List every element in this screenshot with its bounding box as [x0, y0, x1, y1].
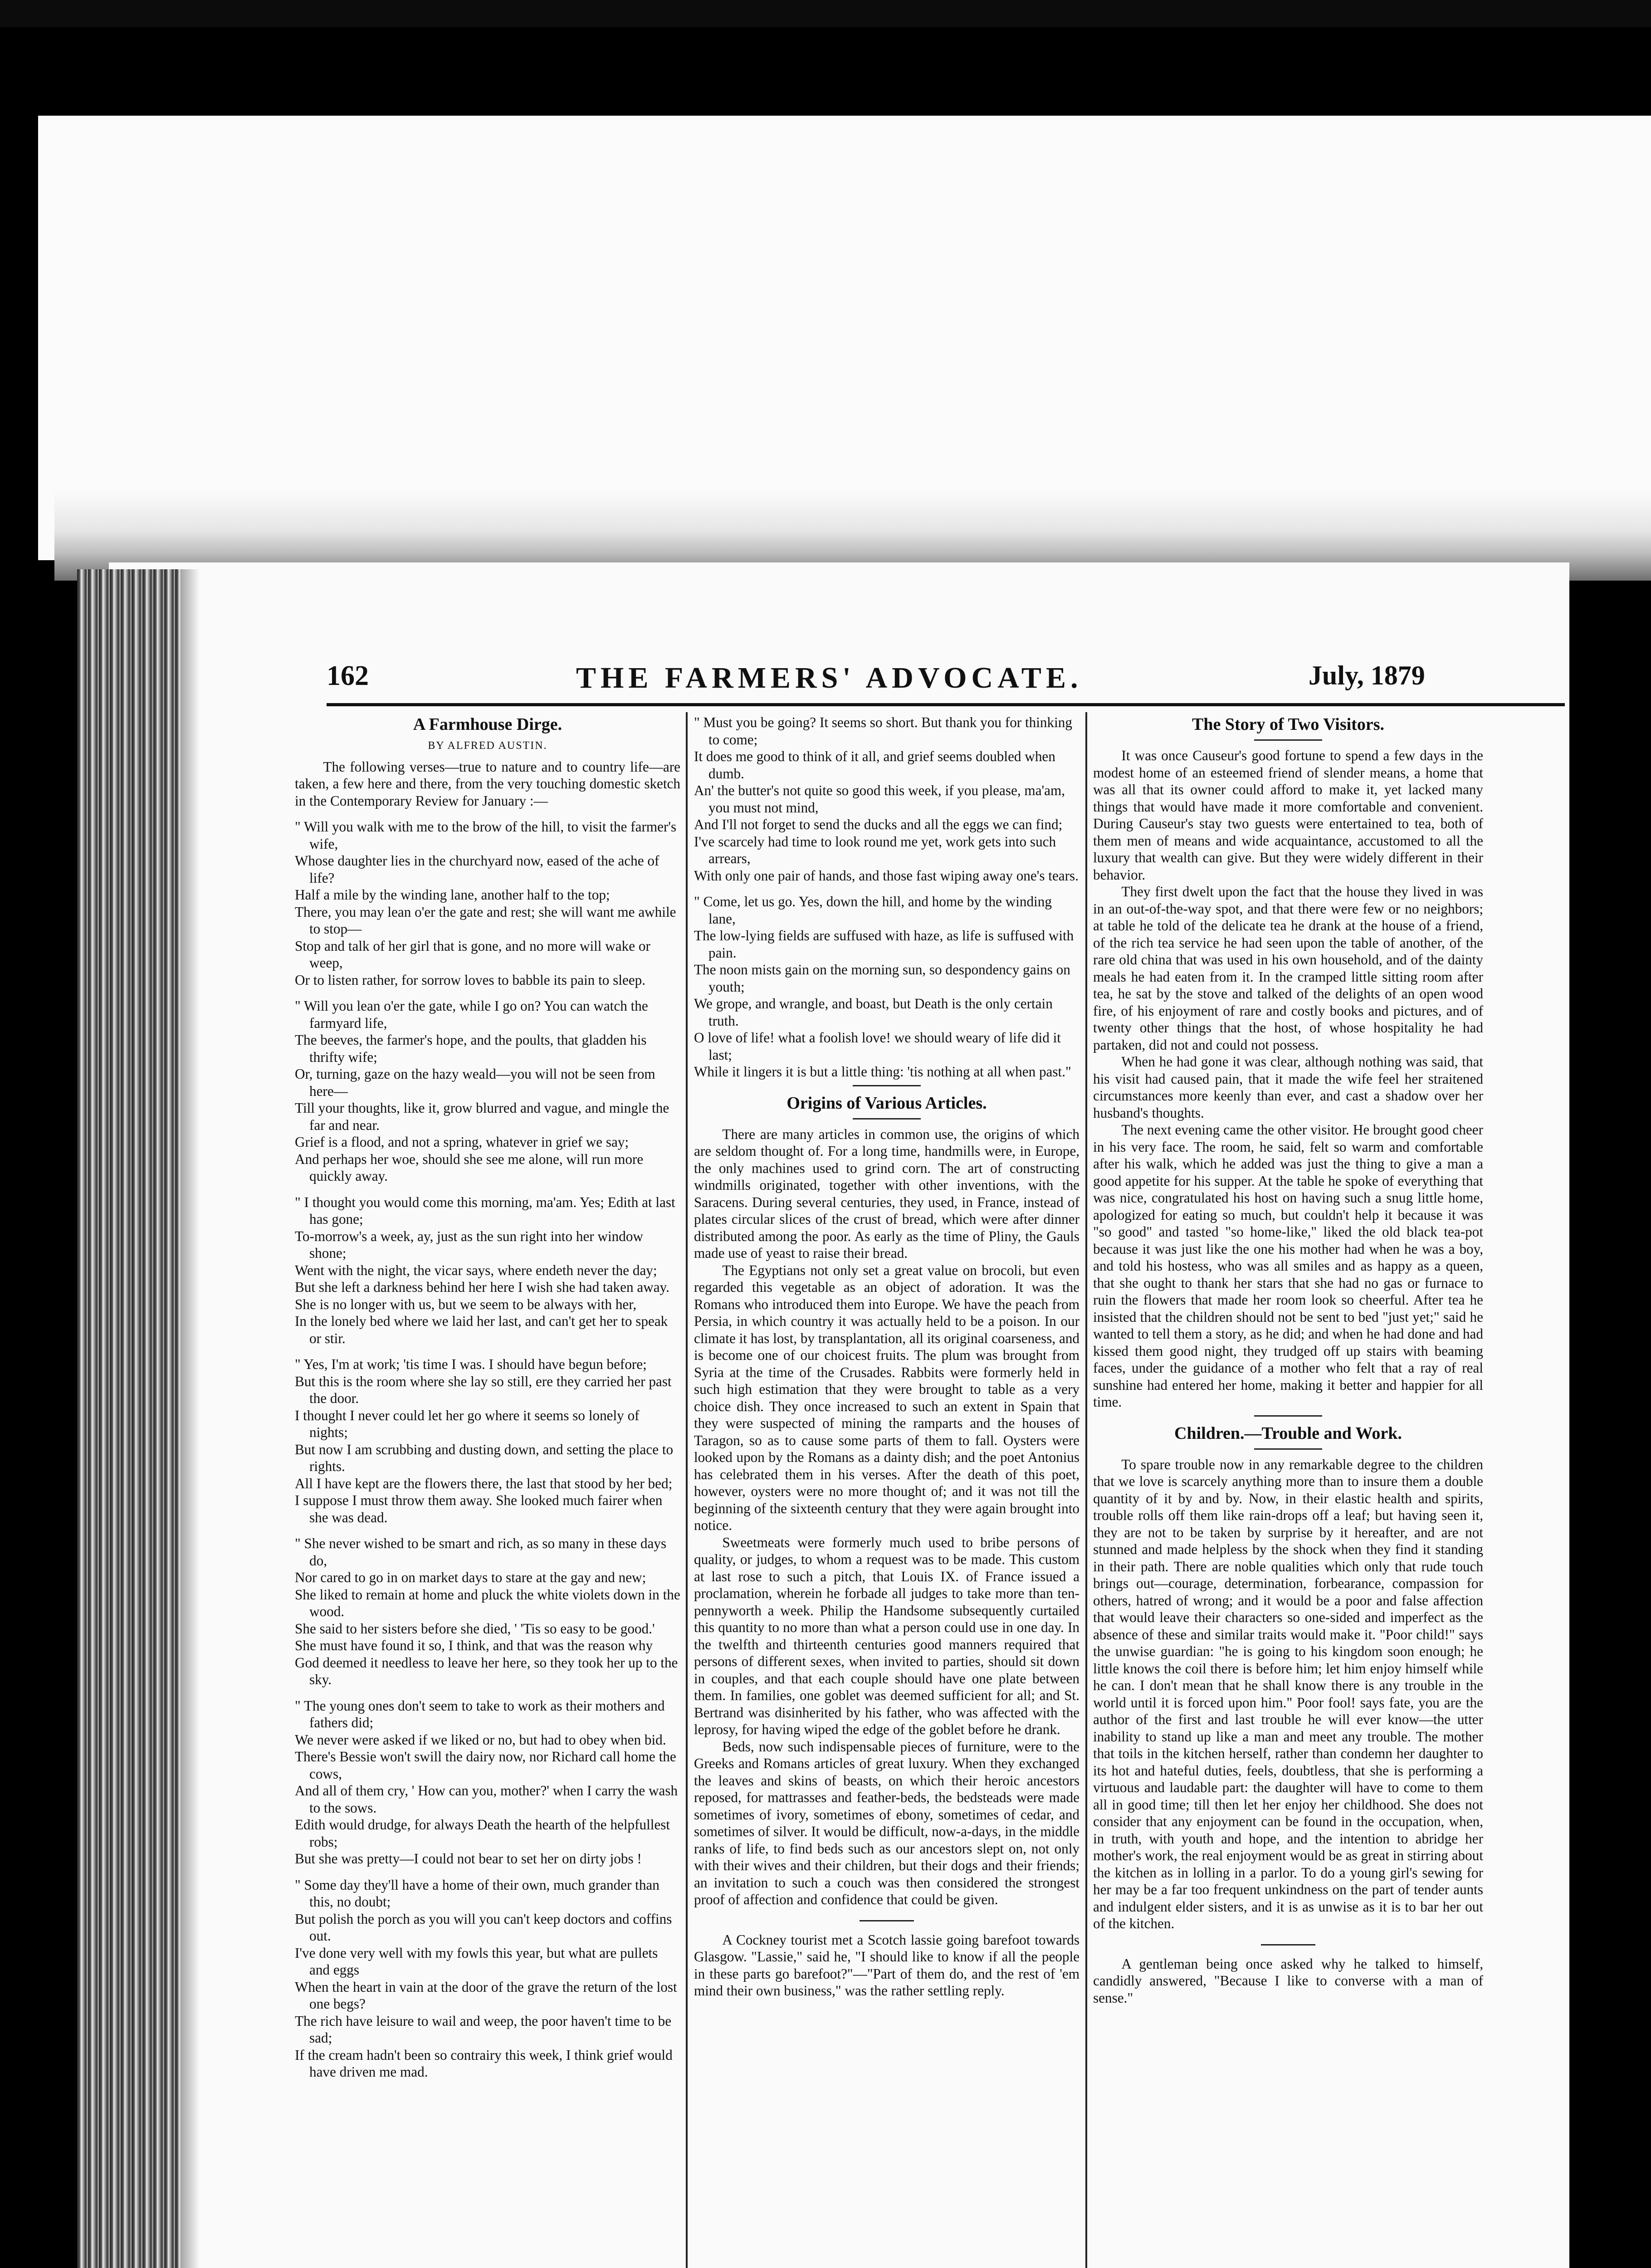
stanza — [694, 893, 1080, 1080]
verse-line: All I have kept are the flowers there, the last that stood by her bed; — [295, 1475, 673, 1491]
paragraph: It was once Causeur's good fortune to spend a few days in the modest home of an esteemed friend of slender means, a home that was all that its owner could afford to make it, yet lacked many things that would have made it more comfortable and convenient. During Causeur's stay two guests were entertained to tea, both of them men of means and wide acquaintance, accustomed to all the luxury that wealth can give. But they were widely different in their behavior. — [1093, 748, 1483, 883]
verse-line: Till your thoughts, like it, grow blurred and vague, and mingle the far and near. — [295, 1100, 669, 1133]
article-body — [1093, 747, 1483, 1411]
verse-line: God deemed it needless to leave her here, so they took her up to the sky. — [295, 1654, 678, 1687]
verse-line: Stop and talk of her girl that is gone, and no more will wake or weep, — [295, 938, 650, 971]
verse-line: And perhaps her woe, should she see me alone, will run more quickly away. — [295, 1151, 644, 1184]
verse-line: I've done very well with my fowls this year, but what are pullets and eggs — [295, 1945, 658, 1978]
verse-line: When the heart in vain at the door of the grave the return of the lost one begs? — [295, 1979, 677, 2012]
verse-line: " The young ones don't seem to take to work as their mothers and fathers did; — [295, 1697, 665, 1730]
verse-line: She must have found it so, I think, and that was the reason why — [295, 1637, 653, 1653]
poem-stanzas — [694, 714, 1080, 1080]
verse-line: But she left a darkness behind her here I wish she had taken away. — [295, 1279, 669, 1295]
section-rule — [860, 1920, 914, 1921]
verse-line: The low-lying fields are suffused with haze, as life is suffused with pain. — [694, 928, 1074, 961]
verse-line: Or, turning, gaze on the hazy weald—you will not be seen from here— — [295, 1066, 655, 1099]
verse-line: But now I am scrubbing and dusting down, and setting the place to rights. — [295, 1441, 674, 1474]
verse-line: " I thought you would come this morning, ma'am. Yes; Edith at last has gone; — [295, 1194, 675, 1227]
verse-line: While it lingers it is but a little thing: 'tis nothing at all when past." — [694, 1064, 1071, 1080]
verse-line: Half a mile by the winding lane, another half to the top; — [295, 887, 610, 903]
stanza — [694, 714, 1080, 884]
stanza — [295, 1356, 680, 1526]
verse-line: We never were asked if we liked or no, but had to obey when bid. — [295, 1731, 666, 1748]
verse-line: There's Bessie won't swill the dairy now, nor Richard call home the cows, — [295, 1749, 676, 1782]
verse-line: She is no longer with us, but we seem to be always with her, — [295, 1296, 637, 1312]
verse-line: But polish the porch as you will you can't keep doctors and coffins out. — [295, 1911, 672, 1944]
verse-line: Whose daughter lies in the churchyard now, eased of the ache of life? — [295, 853, 659, 886]
verse-line: She liked to remain at home and pluck the white violets down in the wood. — [295, 1586, 680, 1619]
paragraph: When he had gone it was clear, although nothing was said, that his visit had caused pain, that it made the wife feel her straitened circumstances more keenly than ever, and cast a shadow over her husband's thoughts. — [1093, 1054, 1483, 1121]
paragraph: The next evening came the other visitor. He brought good cheer in his very face. The room, he said, felt so warm and comfortable after his walk, which he added was just the thing to give a man a good appetite for his supper. At the table he spoke of everything that was nice, congratulated his host on having such a snug little home, apologized for eating so much, but couldn't help it because it was "so good" and tasted "so home-like," liked the old black tea-pot because it was just like the one his mother had when he was a boy, and told his hostess, who was all smiles and as happy as a queen, that she ought to thank her stars that she had no gas or furnace to ruin the flowers that made her room look so cheerful. After tea he insisted that the children should not be sent to bed "just yet;" said he wanted to tell them a story, as he did; and when he had done and had kissed them good night, they trudged off up stairs with beaming faces, under the guidance of a mother who felt that a ray of real sunshine had entered her home, making it better and happier for all time. — [1093, 1122, 1483, 1410]
verse-line: She said to her sisters before she died, ' 'Tis so easy to be good.' — [295, 1620, 655, 1637]
verse-line: " Must you be going? It seems so short. But thank you for thinking to come; — [694, 714, 1072, 748]
verse-line: Grief is a flood, and not a spring, whatever in grief we say; — [295, 1134, 629, 1150]
verse-line: Nor cared to go in on market days to stare at the gay and new; — [295, 1569, 646, 1585]
verse-line: And all of them cry, ' How can you, mother?' when I carry the wash to the sows. — [295, 1783, 678, 1816]
column-divider — [1085, 712, 1087, 2268]
verse-line: And I'll not forget to send the ducks and all the eggs we can find; — [694, 816, 1063, 832]
stanza — [295, 1535, 680, 1688]
verse-line: There, you may lean o'er the gate and rest; she will want me awhile to stop— — [295, 904, 676, 937]
verse-line: The beeves, the farmer's hope, and the poults, that gladden his thrifty wife; — [295, 1032, 647, 1065]
paragraph: Sweetmeats were formerly much used to bribe persons of quality, or judges, to whom a request was to be made. This custom at last rose to such a pitch, that Louis IX. of France issued a proclamation, wherein he forbade all judges to take more than ten-pennyworth a week. Philip the Handsome subsequently curtailed this quantity to no more than what a person could use in one day. In the twelfth and thirteenth centuries good manners required that persons of different sexes, when invited to parties, should sit down in couples, and that each couple should have one plate between them. In families, one goblet was deemed sufficient for all; and St. Bertrand was disinherited by his father, who was affected with the leprosy, for having wiped the edge of the goblet before he drank. — [694, 1534, 1080, 1737]
gutter-shade — [181, 569, 200, 2268]
verse-line: " Will you lean o'er the gate, while I go on? You can watch the farmyard life, — [295, 998, 648, 1031]
verse-line: Went with the night, the vicar says, where endeth never the day; — [295, 1262, 657, 1278]
verse-line: Or to listen rather, for sorrow loves to babble its pain to sleep. — [295, 972, 646, 988]
paragraph: They first dwelt upon the fact that the house they lived in was in an out-of-the-way spot, and that there were few or no neighbors; at table he told of the delicate tea he drank at the house of a friend, of the rich tea service he had seen upon the table of another, of the rare old china that was used in his own household, and of the dainty meals he had eaten from it. In the cramped little sitting room after tea, he sat by the stove and talked of the delights of an open wood fire, of his enjoyment of rare and costly books and pictures, and of twenty other things that the host, of whose hospitality he had partaken, did not and could not possess. — [1093, 884, 1483, 1053]
page-header — [209, 660, 1569, 696]
verse-line: If the cream hadn't been so contrairy this week, I think grief would have driven me mad. — [295, 2047, 673, 2080]
section-rule — [853, 1085, 921, 1086]
verse-line: Edith would drudge, for always Death the hearth of the helpfullest robs; — [295, 1817, 670, 1850]
paragraph: The Egyptians not only set a great value on brocoli, but even regarded this vegetable as an object of adoration. It was the Romans who introduced them into Europe. We have the peach from Persia, in which country it was actually held to be a poison. In our climate it has lost, by transplantation, all its original coarseness, and is become one of our choicest fruits. The plum was brought from Syria at the time of the Crusades. Rabbits were formerly held in such high estimation that they were brought to table as a very choice dish. They once increased to such an extent in Spain that they were suspected of mining the ramparts and the houses of Taragon, so as to cause some parts of them to fall. Oysters were looked upon by the Romans as a dainty dish; and the poet Antonius has celebrated them in his verses. After the death of this poet, however, oysters were no more thought of; and it was not till the beginning of the sixteenth century that they were again brought into notice. — [694, 1262, 1080, 1533]
verse-line: The noon mists gain on the morning sun, so despondency gains on youth; — [694, 962, 1070, 995]
column-1 — [295, 712, 680, 2081]
byline: BY ALFRED AUSTIN. — [428, 740, 547, 752]
stanza — [295, 997, 680, 1185]
section-rule — [853, 1118, 921, 1119]
verse-line: " She never wished to be smart and rich, as so many in these days do, — [295, 1535, 667, 1569]
verse-line: We grope, and wrangle, and boast, but Death is the only certain truth. — [694, 996, 1053, 1029]
paragraph: There are many articles in common use, the origins of which are seldom thought of. For a long time, handmills were, in Europe, the only machines used to grind corn. The art of constructing windmills originated, together with other inventions, with the Saracens. During several centuries, they used, in France, instead of plates circular slices of the crust of bread, which were after dinner distributed among the poor. As early as the time of Pliny, the Gauls made use of yeast to raise their bread. — [694, 1126, 1080, 1261]
header-rule — [327, 703, 1565, 706]
verse-line: But this is the room where she lay so still, ere they carried her past the door. — [295, 1373, 672, 1406]
verse-line: O love of life! what a foolish love! we should weary of life did it last; — [694, 1030, 1061, 1063]
anecdote: A gentleman being once asked why he talked to himself, candidly answered, "Because I like to converse with a man of sense." — [1093, 1955, 1483, 2006]
paragraph: Beds, now such indispensable pieces of furniture, were to the Greeks and Romans articles of great luxury. When they exchanged the leaves and skins of beasts, on which their heroic ancestors reposed, for mattrasses and feather-beds, the bedsteads were made sometimes of ivory, sometimes of ebony, sometimes of cedar, and sometimes of silver. It would be difficult, now-a-days, in the middle ranks of life, to find beds such as our ancestors slept on, not only with their wives and their children, but their dogs and their friends; an invitation to such a couch was then considered the strongest proof of affection and confidence that could be given. — [694, 1738, 1080, 1907]
section-rule — [1254, 739, 1322, 741]
column-2 — [694, 712, 1080, 1999]
article-body — [694, 1126, 1080, 1908]
article-title: Origins of Various Articles. — [786, 1093, 987, 1113]
verse-line: I've scarcely had time to look round me yet, work gets into such arrears, — [694, 833, 1056, 866]
verse-line: An' the butter's not quite so good this week, if you please, ma'am, you must not mind, — [694, 782, 1065, 816]
page-number: 162 — [327, 660, 369, 691]
article-title: Children.—Trouble and Work. — [1174, 1423, 1402, 1443]
verse-line: The rich have leisure to wail and weep, the poor haven't time to be sad; — [295, 2013, 672, 2046]
verse-line: I suppose I must throw them away. She looked much fairer when she was dead. — [295, 1492, 663, 1525]
paragraph: To spare trouble now in any remarkable degree to the children that we love is scarcely anything more than to insure them a double quantity of it by and by. Now, in their elastic health and spirits, trouble rolls off them like rain-drops off a leaf; but having seen it, they are not to be taken by surprise by it hereafter, and are not stunned and made helpless by the shock when they find it standing in their path. There are noble qualities which only that rude touch brings out—courage, determination, forbearance, compassion for others, hatred of wrong; and it would be a poor and false affection that would leave their characters so one-sided and imperfect as the absence of these and similar traits would make it. "Poor child!" says the unwise guardian: "he is going to his kingdom soon enough; he little knows the coil there is before him; let him enjoy himself while he can. I don't mean that he shall know there is any trouble in the world until it is forced upon him." Poor fool! says fate, you are the author of the first and last trouble he will ever know—the utter inability to stand up like a man and meet any trouble. The mother that toils in the kitchen herself, rather than condemn her daughter to its hot and hateful duties, feels, doubtless, that she is performing a virtuous and laudable part: the daughter will have to come to them all in good time; till then let her enjoy her childhood. She does not consider that any enjoyment can be found in the occupation, when, in truth, with youth and hope, and the intention to abridge her mother's work, the real enjoyment would be as great in stirring about the kitchen as in lolling in a parlor. To do a young girl's sewing for her may be a far too frequent unkindness on the part of tender aunts and indulgent elder sisters, and it is as unwise as it is to bar her out of the kitchen. — [1093, 1456, 1483, 1931]
section-rule — [1254, 1415, 1322, 1417]
anecdote: A Cockney tourist met a Scotch lassie going barefoot towards Glasgow. "Lassie," said he, "I should like to know if all the people in these parts go barefoot?"—"Part of them do, and the rest of 'em mind their own business," was the rather settling reply. — [694, 1931, 1080, 1999]
issue-date: July, 1879 — [1309, 660, 1425, 690]
book-spine — [77, 569, 181, 2268]
verse-line: " Yes, I'm at work; 'tis time I was. I should have begun before; — [295, 1356, 647, 1372]
article-body — [1093, 1456, 1483, 1932]
verse-line: To-morrow's a week, ay, just as the sun right into her window shone; — [295, 1228, 643, 1261]
verse-line: With only one pair of hands, and those fast wiping away one's tears. — [694, 867, 1079, 884]
poem-intro: The following verses—true to nature and to country life—are taken, a few here and there, from the very touching domestic sketch in the Contemporary Review for January :— — [295, 758, 680, 809]
section-rule — [1254, 1448, 1322, 1450]
masthead: THE FARMERS' ADVOCATE. — [576, 661, 1083, 694]
verse-line: In the lonely bed where we laid her last, and can't get her to speak or stir. — [295, 1313, 668, 1346]
verse-line: I thought I never could let her go where it seems so lonely of nights; — [295, 1407, 640, 1440]
verse-line: " Some day they'll have a home of their own, much grander than this, no doubt; — [295, 1877, 659, 1910]
section-rule — [1261, 1944, 1315, 1945]
verse-line: It does me good to think of it all, and grief seems doubled when dumb. — [694, 748, 1055, 782]
article-title: A Farmhouse Dirge. — [413, 715, 562, 734]
stanza — [295, 1697, 680, 1867]
scan-top-border — [0, 0, 1651, 27]
poem-stanzas — [295, 818, 680, 2081]
stanza — [295, 1194, 680, 1347]
verse-line: " Will you walk with me to the brow of the hill, to visit the farmer's wife, — [295, 819, 677, 852]
column-3 — [1093, 712, 1483, 2006]
column-divider — [686, 712, 688, 2268]
verse-line: But she was pretty—I could not bear to set her on dirty jobs ! — [295, 1851, 642, 1867]
stanza — [295, 818, 680, 988]
article-title: The Story of Two Visitors. — [1192, 715, 1384, 734]
verse-line: " Come, let us go. Yes, down the hill, and home by the winding lane, — [694, 894, 1052, 927]
stanza — [295, 1877, 680, 2081]
